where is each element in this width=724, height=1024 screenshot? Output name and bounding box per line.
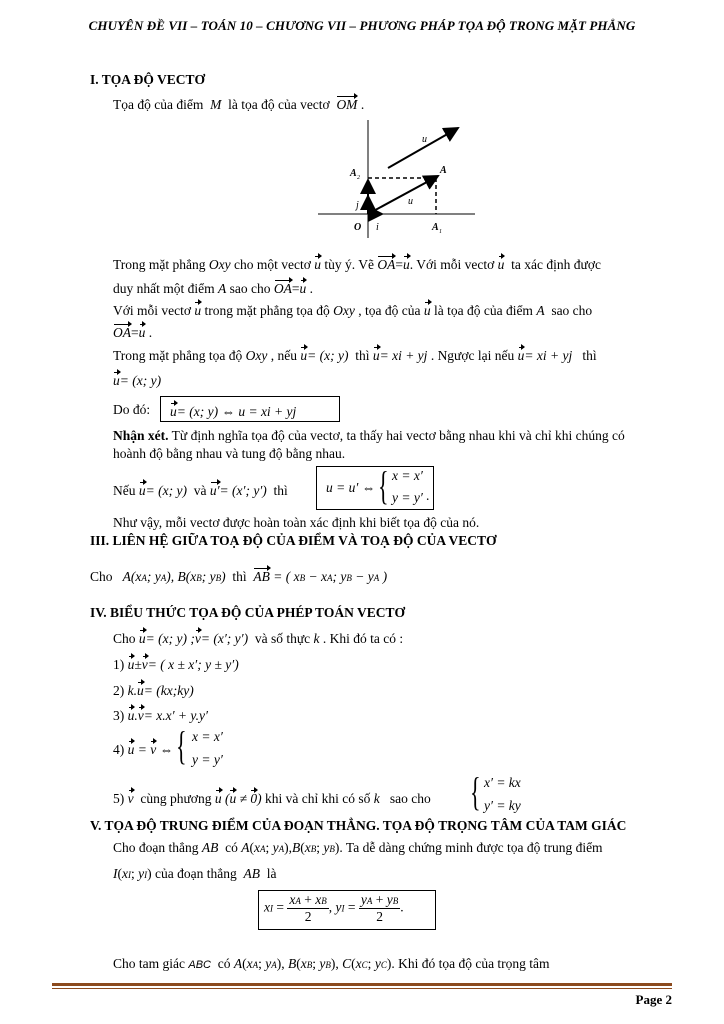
p10: Như vậy, mỗi vectơ được hoàn toàn xác định khi biết tọa độ của nó. xyxy=(113,515,480,530)
s4-item5-sys2: y′ = ky xyxy=(484,798,521,813)
p2: duy nhất một điểm A sao cho OA=u . xyxy=(113,278,313,297)
s5-line1: Cho đoạn thẳng AB có A(xA; yA),B(xB; yB). Ta dễ dàng chứng minh được tọa độ trung điểm xyxy=(113,840,603,855)
section-3-heading: III. LIÊN HỆ GIỮA TOẠ ĐỘ CỦA ĐIỂM VÀ TOẠ ĐỘ CỦA VECTƠ xyxy=(90,533,497,548)
vector-oa xyxy=(368,176,438,214)
label-u-top: u xyxy=(422,134,427,145)
s4-intro: Cho u= (x; y) ;v= (x′; y′) và số thực k . Khi đó ta có : xyxy=(113,628,403,647)
p9-sys2: y = y′ xyxy=(392,490,423,505)
label-j: j xyxy=(356,200,359,211)
s4-item3: 3) u.v= x.x′ + y.y′ xyxy=(113,705,208,724)
s3-line: Cho A(xA; yA), B(xB; yB) thì AB = ( xB − xA; yB − yA ) xyxy=(90,566,387,585)
s4-item5-sys1: x′ = kx xyxy=(484,775,521,790)
label-a1: A xyxy=(432,222,439,233)
label-o: O xyxy=(354,222,362,233)
p9-box-lhs: u = u′ ⇔ xyxy=(326,480,376,495)
s5-line3: Cho tam giác ABC có A(xA; yA), B(xB; yB), C(xC; yC). Khi đó tọa độ của trọng tâm xyxy=(113,956,550,971)
page-number: Page 2 xyxy=(635,992,672,1007)
p4: OA=u . xyxy=(113,322,152,341)
section-1-heading: I. TỌA ĐỘ VECTƠ xyxy=(90,72,206,87)
label-a2-sub: 2 xyxy=(357,175,360,181)
p5: Trong mặt phẳng tọa độ Oxy , nếu u= (x; y) thì u= xi + yj . Ngược lại nếu u= xi + yj thì xyxy=(113,345,597,364)
p6: u= (x; y) xyxy=(113,370,161,389)
s4-item4-brace: { xyxy=(176,723,187,768)
footer-rule-thin xyxy=(52,988,672,989)
s4-item4-sys1: x = x′ xyxy=(192,729,223,744)
p7-label: Do đó: xyxy=(113,402,151,417)
label-a: A xyxy=(440,165,447,176)
p9-brace: { xyxy=(378,463,389,508)
s4-item4-sys2: y = y′ xyxy=(192,752,223,767)
label-a1-sub: 1 xyxy=(439,229,442,235)
label-i: i xyxy=(376,222,379,233)
section-4-heading: IV. BIỂU THỨC TỌA ĐỘ CỦA PHÉP TOÁN VECTƠ xyxy=(90,605,405,620)
page-header: CHUYÊN ĐỀ VII – TOÁN 10 – CHƯƠNG VII – PHƯƠNG PHÁP TỌA ĐỘ TRONG MẶT PHẲNG xyxy=(88,18,636,33)
p3: Với mỗi vectơ u trong mặt phẳng tọa độ Oxy , tọa độ của u là tọa độ của điểm A sao cho xyxy=(113,300,592,319)
coordinate-figure xyxy=(300,118,480,242)
s4-item5-brace: { xyxy=(470,769,481,814)
s4-item1: 1) u±v= ( x ± x′; y ± y′) xyxy=(113,654,239,673)
p9-end: . xyxy=(426,488,430,503)
p9-sys1: x = x′ xyxy=(392,468,423,483)
s4-item4: 4) u = v ⇔ xyxy=(113,739,173,758)
s4-item2: 2) k.u= (kx;ky) xyxy=(113,680,194,699)
p9: Nếu u= (x; y) và u′= (x′; y′) thì xyxy=(113,480,288,499)
midpoint-formula: xI = $\frac{xA + xB}{2}$ , yI = $\frac{yA + yB}{2}$ . xyxy=(264,892,404,924)
p8: Nhận xét. Từ định nghĩa tọa độ của vectơ, ta thấy hai vectơ bằng nhau khi và chỉ khi chúng có xyxy=(113,428,625,443)
label-u-mid: u xyxy=(408,196,413,207)
s4-item5: 5) v cùng phương u (u ≠ 0) khi và chỉ khi có số k sao cho xyxy=(113,788,431,807)
p7-formula: u= (x; y) ⇔ u = xi + yj xyxy=(170,401,296,420)
p1: Trong mặt phẳng Oxy cho một vectơ u tùy ý. Vẽ OA=u. Với mỗi vectơ u ta xác định được xyxy=(113,254,601,273)
s1-line1: Tọa độ của điểm M là tọa độ của vectơ OM . xyxy=(113,94,364,113)
p8-line2: hoành độ bằng nhau và tung độ bằng nhau. xyxy=(113,446,346,461)
s5-line2: I(xI; yI) của đoạn thẳng AB là xyxy=(113,866,277,881)
footer-rule xyxy=(52,983,672,986)
label-a2: A xyxy=(350,168,357,179)
section-5-heading: V. TỌA ĐỘ TRUNG ĐIỂM CỦA ĐOẠN THẲNG. TỌA ĐỘ TRỌNG TÂM CỦA TAM GIÁC xyxy=(90,818,627,833)
